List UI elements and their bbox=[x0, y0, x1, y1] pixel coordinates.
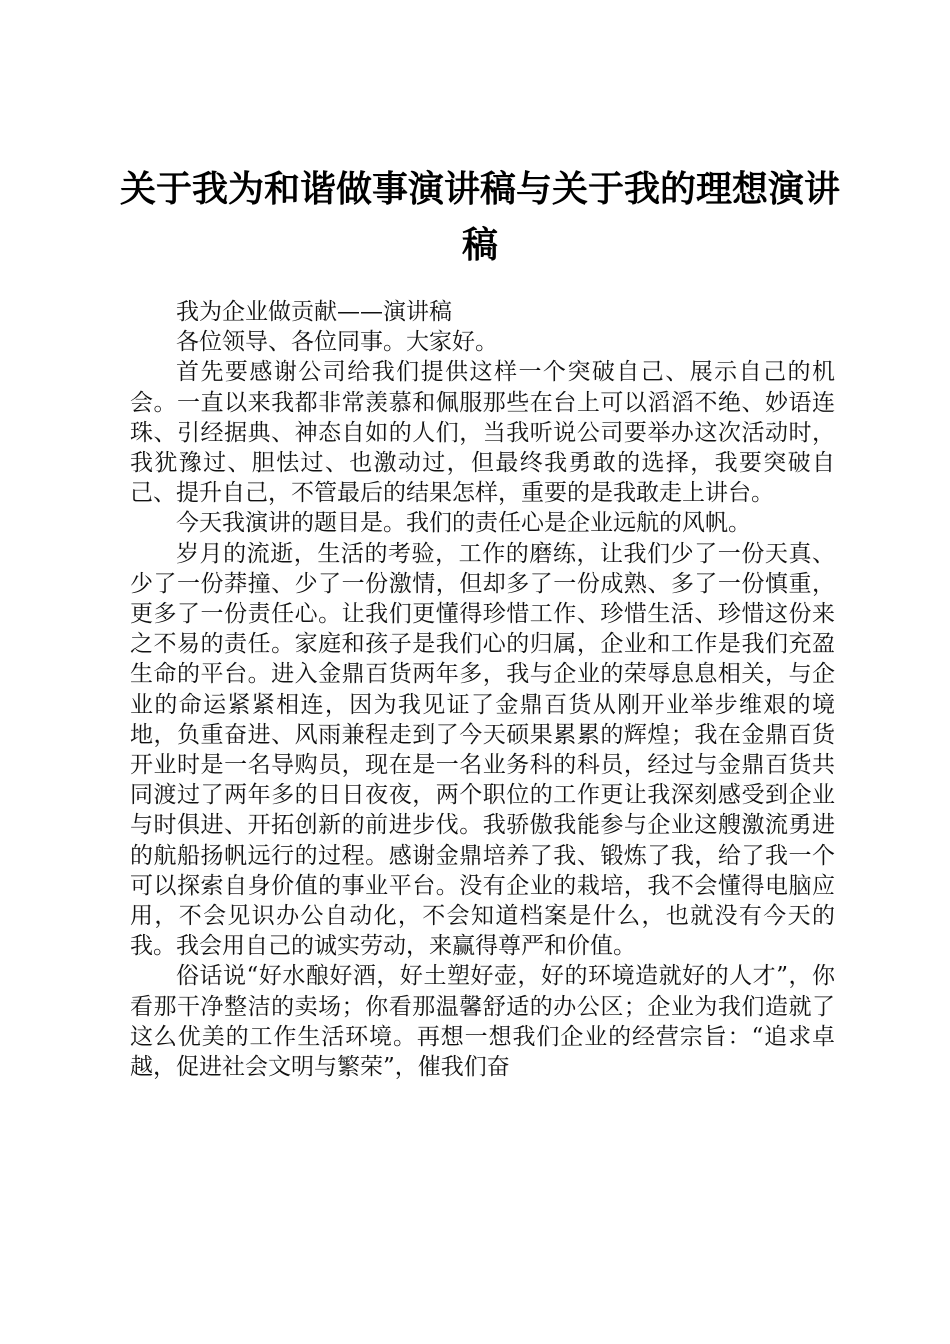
document-title: 关于我为和谐做事演讲稿与关于我的理想演讲稿 bbox=[120, 169, 841, 266]
paragraph-greeting: 各位领导、各位同事。大家好。 bbox=[176, 329, 498, 356]
paragraph: 俗话说“好水酿好酒，好土塑好壶，好的环境造就好的人才”，你看那干净整洁的卖场；你看那温馨舒适的办公区；企业为我们造就了这么优美的工作生活环境。再想一想我们企业的经营宗旨：“追求卓越，促进社会文明与繁荣”，催我们奋 bbox=[130, 963, 835, 1081]
paragraph: 岁月的流逝，生活的考验，工作的磨练，让我们少了一份天真、少了一份莽撞、少了一份激情，但却多了一份成熟、多了一份慎重，更多了一份责任心。让我们更懂得珍惜工作、珍惜生活、珍惜这份来之不易的责任。家庭和孩子是我们心的归属，企业和工作是我们充盈生命的平台。进入金鼎百货两年多，我与企业的荣辱息息相关，与企业的命运紧紧相连，因为我见证了金鼎百货从刚开业举步维艰的境地，负重奋进、风雨兼程走到了今天硕果累累的辉煌；我在金鼎百货开业时是一名导购员，现在是一名业务科的科员，经过与金鼎百货共同渡过了两年多的日日夜夜，两个职位的工作更让我深刻感受到企业与时俱进、开拓创新的前进步伐。我骄傲我能参与企业这艘激流勇进的航船扬帆远行的过程。感谢金鼎培养了我、锻炼了我，给了我一个可以探索自身价值的事业平台。没有企业的栽培，我不会懂得电脑应用，不会见识办公自动化，不会知道档案是什么，也就没有今天的我。我会用自己的诚实劳动，来赢得尊严和价值。 bbox=[130, 540, 835, 960]
document-body bbox=[130, 297, 835, 1082]
paragraph: 首先要感谢公司给我们提供这样一个突破自己、展示自己的机会。一直以来我都非常羡慕和佩服那些在台上可以滔滔不绝、妙语连珠、引经据典、神态自如的人们，当我听说公司要举办这次活动时，我犹豫过、胆怯过、也激动过，但最终我勇敢的选择，我要突破自己、提升自己，不管最后的结果怎样，重要的是我敢走上讲台。 bbox=[130, 359, 835, 507]
paragraph-subtitle: 我为企业做贡献——演讲稿 bbox=[176, 299, 452, 325]
paragraph: 今天我演讲的题目是。我们的责任心是企业远航的风帆。 bbox=[176, 510, 751, 537]
